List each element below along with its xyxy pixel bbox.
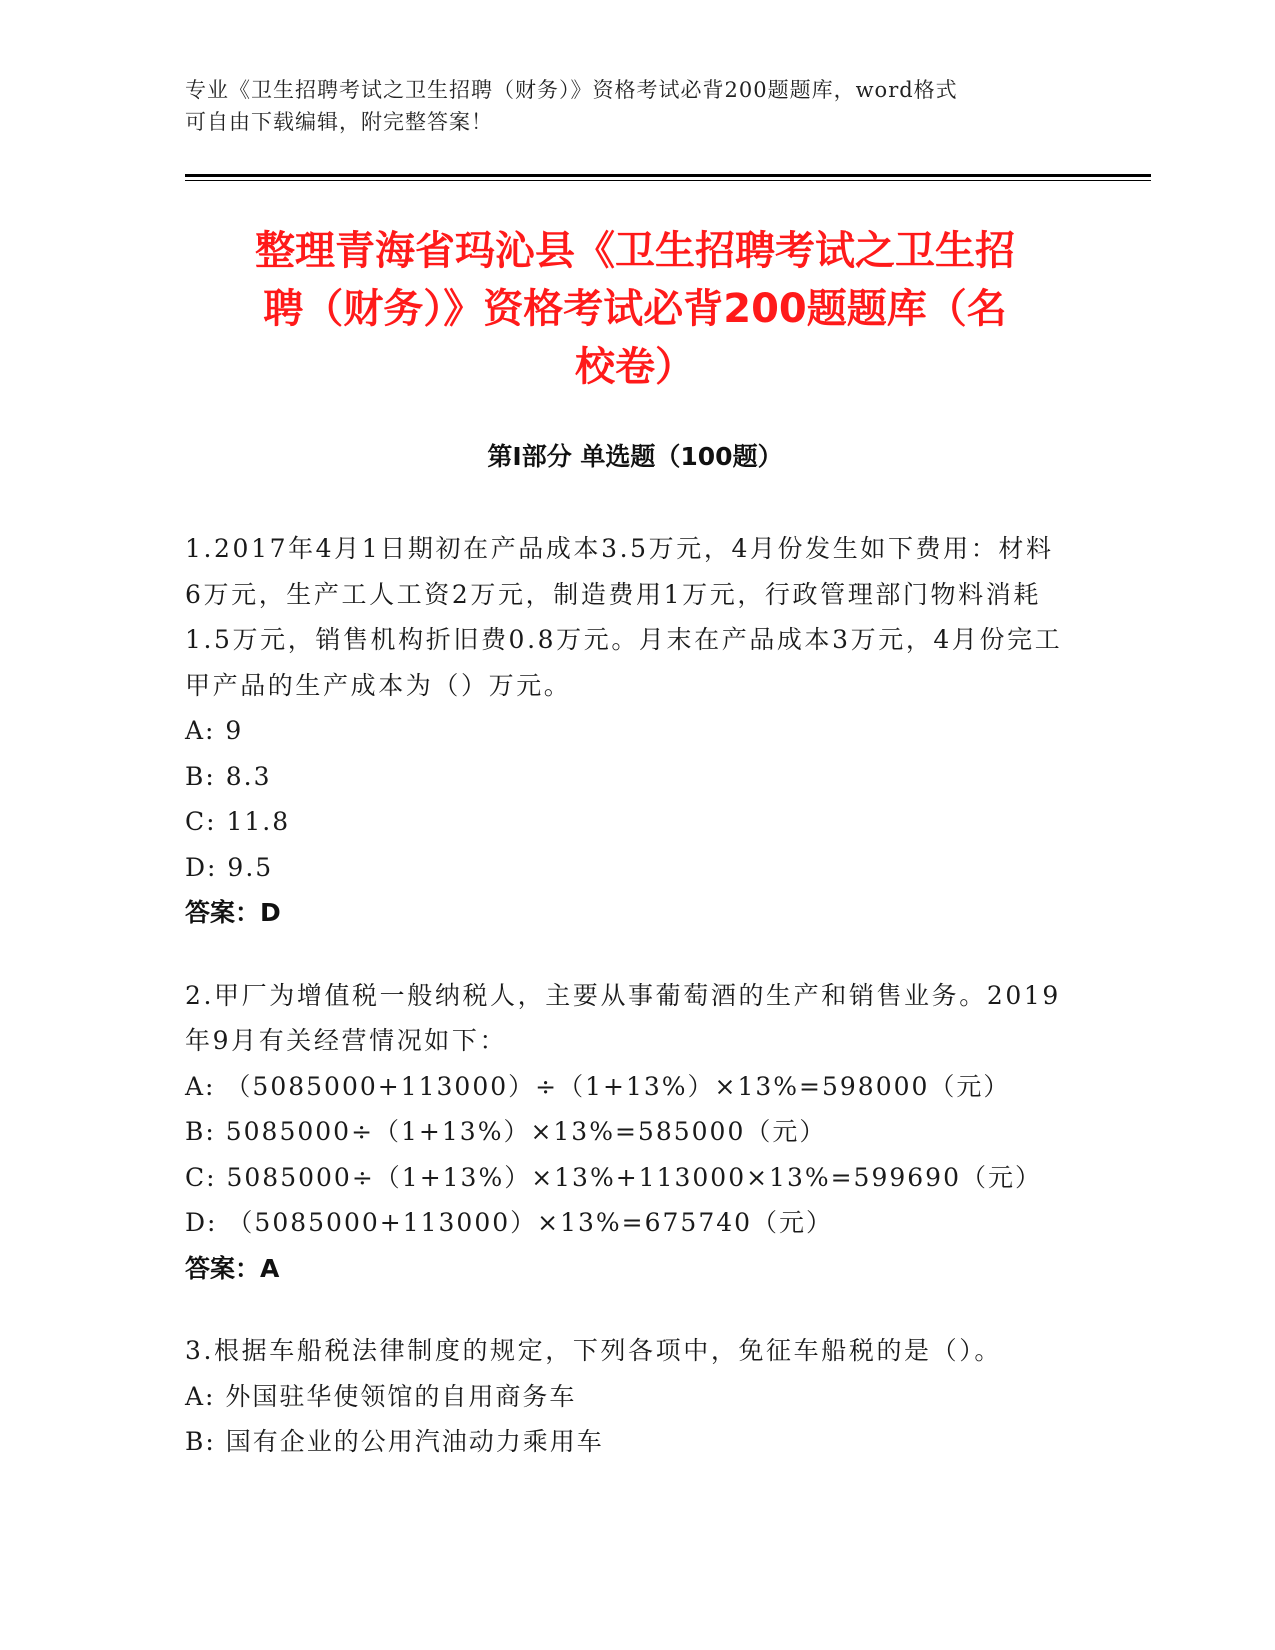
section-title: 第Ⅰ部分 单选题（100题） xyxy=(487,442,783,471)
question-stem: 1.2017年4月1日期初在产品成本3.5万元，4月份发生如下费用：材料6万元，生产工人工资2万元，制造费用1万元，行政管理部门物料消耗1.5万元，销售机构折旧费0.8万元。月末在产品成本3万元，4月份完工甲产品的生产成本为（）万元。 xyxy=(185,534,1063,700)
option-b: B: 8.3 xyxy=(185,761,272,791)
question-3 xyxy=(185,1328,1065,1465)
header-note xyxy=(185,74,1065,138)
question-list xyxy=(185,526,1065,1502)
option-c: C: 11.8 xyxy=(185,807,291,836)
option-a: A: 外国驻华使领馆的自用商务车 xyxy=(185,1381,577,1411)
option-c: C: 5085000÷（1+13%）×13%+113000×13%=599690（元） xyxy=(185,1162,1042,1192)
document-title xyxy=(185,222,1085,396)
option-b: B: 5085000÷（1+13%）×13%=585000（元） xyxy=(185,1117,827,1146)
answer-label: 答案：D xyxy=(185,898,281,927)
header-note-line-1: 专业《卫生招聘考试之卫生招聘（财务）》资格考试必背200题题库，word格式 xyxy=(185,78,958,102)
option-d: D: 9.5 xyxy=(185,852,274,882)
question-stem: 2.甲厂为增值税一般纳税人，主要从事葡萄酒的生产和销售业务。2019年9月有关经营情况如下： xyxy=(185,980,1061,1055)
document-title-line-3: 校卷） xyxy=(575,344,695,390)
option-a: A: （5085000+113000）÷（1+13%）×13%=598000（元） xyxy=(185,1071,1011,1101)
question-stem: 3.根据车船税法律制度的规定，下列各项中，免征车船税的是（）。 xyxy=(185,1336,1002,1365)
option-b: B: 国有企业的公用汽油动力乘用车 xyxy=(185,1427,604,1456)
question-1 xyxy=(185,526,1065,936)
document-title-line-1: 整理青海省玛沁县《卫生招聘考试之卫生招 xyxy=(255,228,1015,274)
answer-label: 答案：A xyxy=(185,1253,280,1283)
header-rule-thin xyxy=(185,180,1151,181)
option-a: A: 9 xyxy=(185,716,244,745)
header-note-line-2: 可自由下载编辑，附完整答案！ xyxy=(185,110,493,134)
option-d: D: （5085000+113000）×13%=675740（元） xyxy=(185,1208,834,1237)
document-title-line-2: 聘（财务）》资格考试必背200题题库（名 xyxy=(263,286,1007,332)
question-2 xyxy=(185,973,1065,1292)
header-rule-thick xyxy=(185,174,1151,177)
